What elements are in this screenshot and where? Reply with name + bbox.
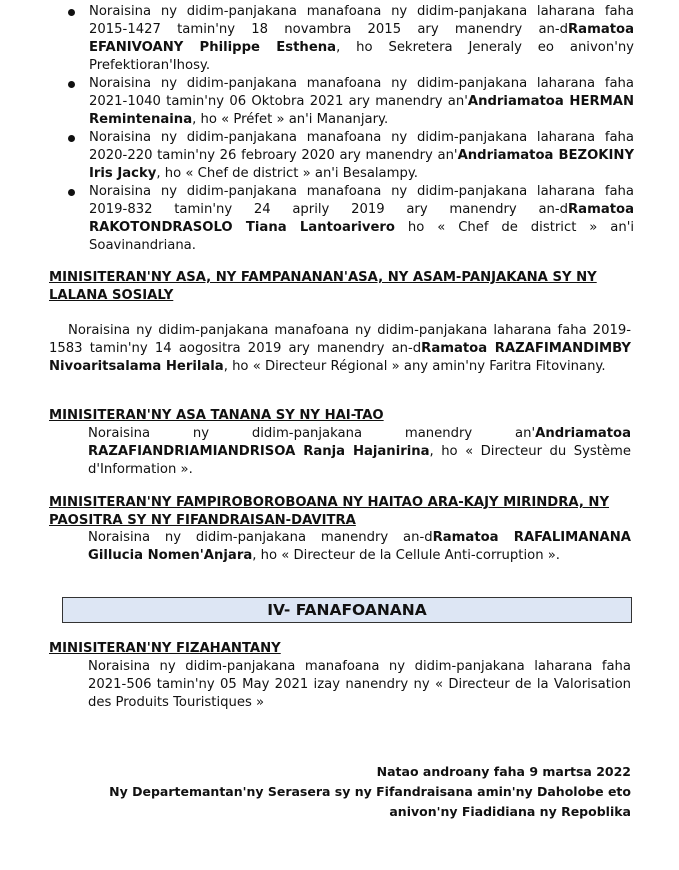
signature-block — [109, 762, 631, 822]
decree-paragraph: Noraisina ny didim-panjakana manendry an-dRamatoa RAFALIMANANA Gillucia Nomen'Anjara, ho « Directeur de la Cellule Anti-corruption ». — [88, 530, 631, 563]
bullet-dot-icon — [68, 189, 75, 196]
section-banner: IV- FANAFOANANA — [62, 597, 632, 623]
signature-date: Natao androany faha 9 martsa 2022 — [376, 764, 631, 779]
ministry-heading: MINISITERAN'NY FIZAHANTANY — [49, 641, 281, 656]
decree-bullet-list — [64, 3, 634, 255]
decree-bullet-item: Noraisina ny didim-panjakana manafoana ny didim-panjakana laharana faha 2020-220 tamin'ny 26 febroary 2020 ary manendry an'Andriamatoa BEZOKINY Iris Jacky, ho « Chef de district » an'i Besalampy. — [64, 129, 634, 183]
signature-office: anivon'ny Fiadidiana ny Repoblika — [389, 804, 631, 819]
decree-bullet-item: Noraisina ny didim-panjakana manafoana ny didim-panjakana laharana faha 2021-1040 tamin'ny 06 Oktobra 2021 ary manendry an'Andriamatoa HERMAN Remintenaina, ho « Préfet » an'i Mananjary. — [64, 75, 634, 129]
ministry-heading: MINISITERAN'NY ASA, NY FAMPANANAN'ASA, NY ASAM-PANJAKANA SY NY LALANA SOSIALY — [49, 270, 597, 303]
decree-paragraph: Noraisina ny didim-panjakana manafoana ny didim-panjakana laharana faha 2019-1583 tamin'ny 14 aogositra 2019 ary manendry an-dRamatoa RAZAFIMANDIMBY Nivoaritsalama Herilala, ho « Directeur Régional » any amin'ny Faritra Fitovinany. — [49, 323, 631, 374]
decree-paragraph: Noraisina ny didim-panjakana manendry an'Andriamatoa RAZAFIANDRIAMIANDRISOA Ranja Hajanirina, ho « Directeur du Système d'Information ». — [88, 426, 631, 477]
ministry-heading: MINISITERAN'NY ASA TANANA SY NY HAI-TAO — [49, 408, 384, 423]
decree-paragraph: Noraisina ny didim-panjakana manafoana ny didim-panjakana laharana faha 2021-506 tamin'ny 05 May 2021 izay nanendry ny « Directeur de la Valorisation des Produits Touristiques » — [88, 659, 631, 710]
decree-bullet-item: Noraisina ny didim-panjakana manafoana ny didim-panjakana laharana faha 2019-832 tamin'ny 24 aprily 2019 ary manendry an-dRamatoa RAKOTONDRASOLO Tiana Lantoarivero ho « Chef de district » an'i Soavinandriana. — [64, 183, 634, 255]
bullet-dot-icon — [68, 135, 75, 142]
bullet-dot-icon — [68, 9, 75, 16]
decree-bullet-item: Noraisina ny didim-panjakana manafoana ny didim-panjakana laharana faha 2015-1427 tamin'ny 18 novambra 2015 ary manendry an-dRamatoa EFANIVOANY Philippe Esthena, ho Sekretera Jeneraly eo anivon'ny Prefektioran'Ihosy. — [64, 3, 634, 75]
bullet-dot-icon — [68, 81, 75, 88]
signature-department: Ny Departemantan'ny Serasera sy ny Fifandraisana amin'ny Daholobe eto — [109, 784, 631, 799]
ministry-heading: MINISITERAN'NY FAMPIROBOROBOANA NY HAITAO ARA-KAJY MIRINDRA, NY PAOSITRA SY NY FIFANDRAISAN-DAVITRA — [49, 495, 610, 528]
